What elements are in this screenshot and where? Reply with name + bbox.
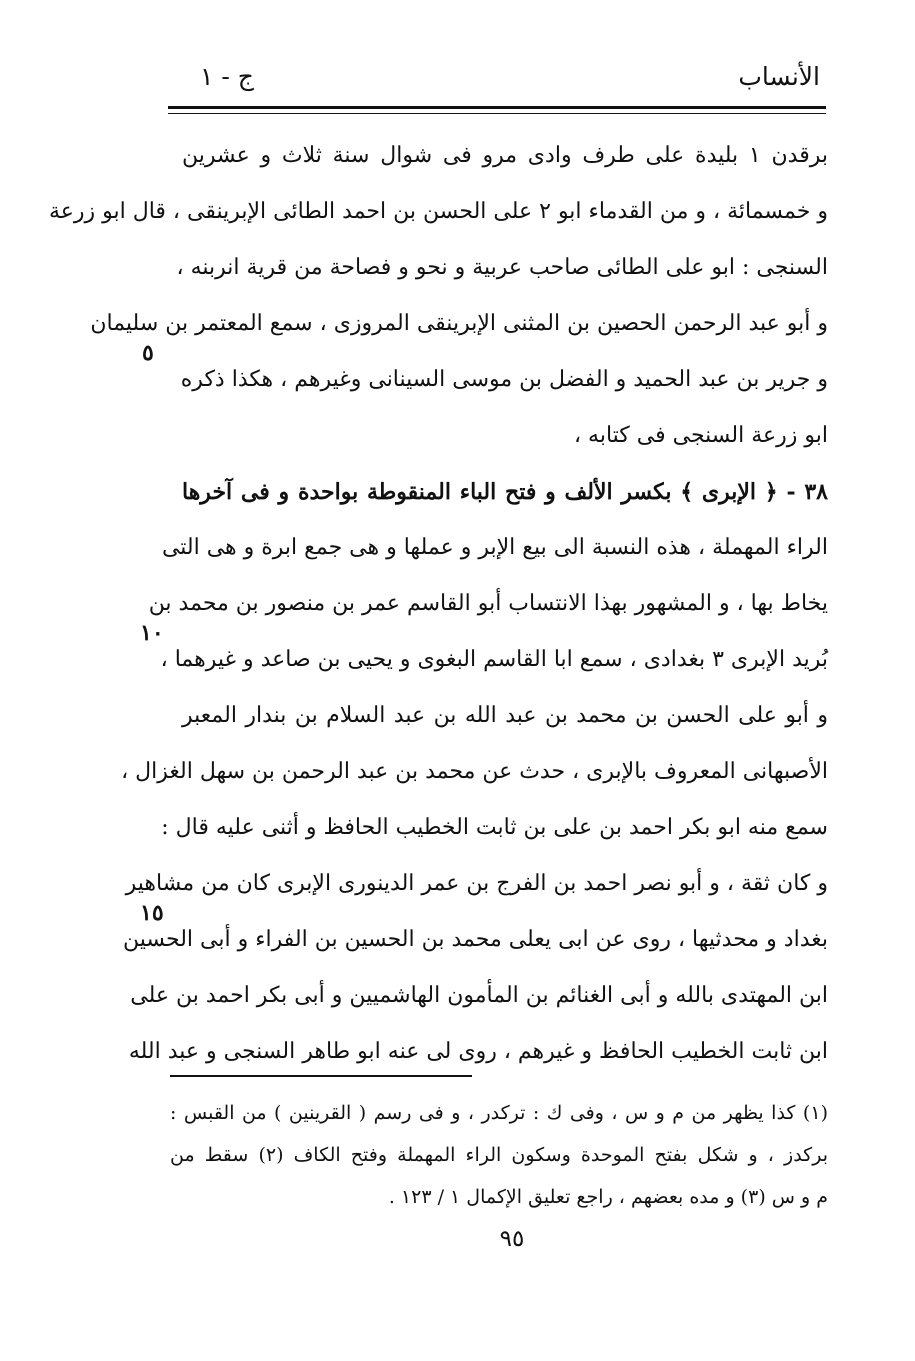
line-number-15: ١٥ [140, 900, 164, 926]
header-rule-thin [168, 113, 826, 114]
body-line: ابو زرعة السنجى فى كتابه ، [573, 423, 828, 448]
body-line: الأصبهانى المعروف بالإبرى ، حدث عن محمد بن عبد الرحمن بن سهل الغزال ، [121, 759, 828, 784]
line-number-5: ٥ [142, 340, 154, 366]
footnote-line: (۱) كذا يظهر من م و س ، وفى ك : تركدر ، و فى رسم ( القرينين ) من القبس : [170, 1102, 828, 1124]
body-line: بُريد الإبرى ۳ بغدادى ، سمع ابا القاسم البغوى و يحيى بن صاعد و غيرهما ، [160, 647, 828, 672]
footnote-line: م و س (۳) و مده بعضهم ، راجع تعليق الإكمال ۱ / ۱۲۳ . [388, 1186, 828, 1208]
body-line: يخاط بها ، و المشهور بهذا الانتساب أبو القاسم عمر بن منصور بن محمد بن [148, 591, 828, 616]
page-number: ٩٥ [499, 1226, 525, 1252]
body-line: و خمسمائة ، و من القدماء ابو ۲ على الحسن بن احمد الطائى الإبرينقى ، قال ابو زرعة [48, 199, 828, 224]
line-number-10: ١٠ [140, 620, 164, 646]
running-head-volume: ج - ١ [200, 62, 254, 91]
body-line: و كان ثقة ، و أبو نصر احمد بن الفرج بن عمر الدينورى الإبرى كان من مشاهير [125, 871, 828, 896]
body-line: الراء المهملة ، هذه النسبة الى بيع الإبر و عملها و هى جمع ابرة و هى التى [161, 535, 828, 560]
body-line: و أبو عبد الرحمن الحصين بن المثنى الإبرينقى المروزى ، سمع المعتمر بن سليمان [90, 311, 828, 336]
footnote-line: بركدز ، و شكل بفتح الموحدة وسكون الراء المهملة وفتح الكاف (۲) سقط من [170, 1144, 828, 1166]
body-line: و جرير بن عبد الحميد و الفضل بن موسى السينانى وغيرهم ، هكذا ذكره [180, 367, 828, 392]
body-line: برقدن ۱ بليدة على طرف وادى مرو فى شوال سنة ثلاث و عشرين [182, 143, 828, 168]
body-line: ابن المهتدى بالله و أبى الغنائم بن المأمون الهاشميين و أبى بكر احمد بن على [130, 983, 828, 1008]
running-head-title: الأنساب [738, 62, 820, 91]
body-line: سمع منه ابو بكر احمد بن على بن ثابت الخطيب الحافظ و أثنى عليه قال : [161, 815, 828, 840]
entry-heading-line: ٣٨ - ﴿ الإبرى ﴾ بكسر الألف و فتح الباء المنقوطة بواحدة و فى آخرها [182, 479, 828, 505]
footnotes [170, 1092, 828, 1218]
header-rule-thick [168, 106, 826, 109]
body-line: ابن ثابت الخطيب الحافظ و غيرهم ، روى لى عنه ابو طاهر السنجى و عبد الله [128, 1039, 828, 1064]
body-line: و أبو على الحسن بن محمد بن عبد الله بن عبد السلام بن بندار المعبر [182, 703, 828, 728]
footnote-rule [170, 1075, 472, 1077]
body-line: السنجى : ابو على الطائى صاحب عربية و نحو و فصاحة من قرية انربنه ، [176, 255, 828, 280]
running-head [170, 62, 820, 102]
body-line: بغداد و محدثيها ، روى عن ابى يعلى محمد بن الحسين بن الفراء و أبى الحسين [122, 927, 828, 952]
